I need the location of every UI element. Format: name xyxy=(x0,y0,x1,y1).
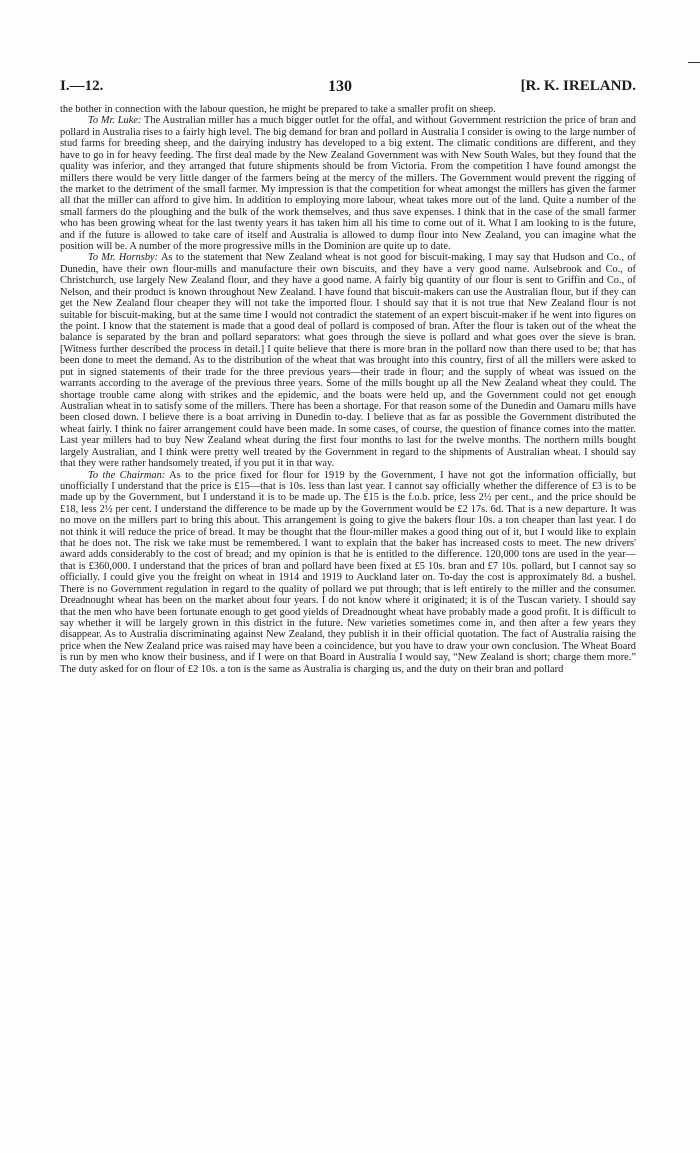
addressee-label: To Mr. Hornsby: xyxy=(88,252,159,264)
addressee-label: To the Chairman: xyxy=(88,469,166,481)
page-number: 130 xyxy=(328,78,352,95)
paragraph-text: the bother in connection with the labour question, he might be prepared to take a smaller profit on sheep. xyxy=(60,104,496,115)
witness-name: [R. K. IRELAND. xyxy=(520,78,636,94)
testimony-body xyxy=(60,104,636,675)
document-reference: I.—12. xyxy=(60,78,104,94)
paragraph-text: As to the statement that New Zealand wheat is not good for biscuit-making, I may say that Hudson and Co., of Dunedin, have their own flour-mills and manufacture their own biscuits, and they have a very good name. Aulsebrook and Co., of Christchurch, use largely New Zealand flour, and they have a good name. A fairly big quantity of our flour is sent to Griffin and Co., of Nelson, and their product is known throughout New Zealand. I have found that biscuit-makers can use the Australian flour, but if they can get the New Zealand flour cheaper they will not take the imported flour. I should say that it is not true that New Zealand flour is not suitable for biscuit-making, but at the same time I would not contradict the statement of an expert biscuit-maker if he went into figures on the point. I know that the statement is made that a good deal of pollard is composed of bran. After the flour is taken out of the wheat the balance is separated by the bran and pollard separators: what goes through the sieve is pollard and what goes over the sieve is bran. [Witness further described the process in detail.] I quite believe that there is more bran in the pollard now than there used to be; that has been done to meet the demand. As to the distribution of the wheat that was brought into this country, first of all the millers were asked to put in signed statements of their trade for the three previous years—their trade in flour; and the supply of wheat was issued on the warrants according to the average of the previous three years. Some of the mills bought up all the New Zealand wheat they could. The shortage trouble came along with strikes and the epidemic, and the boats were held up, and the Government could not get enough Australian wheat in to satisfy some of the millers. There has been a shortage. For that reason some of the Dunedin and Oamaru mills have been closed down. I believe there is a boat arriving in Dunedin to-day. I believe that as far as possible the Government distributed the wheat fairly. I think no fairer arrangement could have been made. In some cases, of course, the question of finance comes into the matter. Last year millers had to buy New Zealand wheat during the first four months to last for the twelve months. The northern mills bought largely Australian, and I think were pretty well treated by the Government in regard to the shipments of Australian wheat. I should say that they were rather handsomely treated, if you put it in that way. xyxy=(60,252,636,470)
paragraph-to-mr-luke xyxy=(60,115,636,252)
addressee-label: To Mr. Luke: xyxy=(88,115,142,127)
page-header xyxy=(60,78,636,100)
paragraph-text: The Australian miller has a much bigger outlet for the offal, and without Government restriction the price of bran and pollard in Australia rises to a fairly high level. The big demand for bran and pollard in Australia I consider is owing to the large number of stud farms for breeding sheep, and the dairying industry has developed to a big extent. The climatic conditions are different, and they have to go in for heavy feeding. The first deal made by the New Zealand Government was with New South Wales, but they found that the quality was inferior, and they arranged that future shipments should be from Victoria. From the competition I have found amongst the millers there would be very little danger of the farmers being at the mercy of the millers. The Government would prevent the rigging of the market to the detriment of the small farmer. My impression is that the competition for wheat amongst the millers has given the farmer all that the miller can afford to give him. In addition to employing more labour, wheat takes more out of the land. Quite a number of the small farmers do the ploughing and the bulk of the work themselves, and thus save expenses. I think that in the case of the small farmer who has been growing wheat for the last twenty years it has taken him all his time to come out of it. What I am looking to is the future, and if the future is allowed to take care of itself and Australia is allowed to dump flour into New Zealand, you can imagine what the position will be. A number of the more progressive mills in the Dominion are quite up to date. xyxy=(60,115,636,253)
paragraph-to-the-chairman xyxy=(60,470,636,676)
paragraph-text: As to the price fixed for flour for 1919 by the Government, I have not got the information officially, but unofficially I understand that the price is £15—that is 10s. less than last year. I cannot say officially whether the difference of £3 is to be made up by the Government, but I understand it is to be made up. The £15 is the f.o.b. price, less 2½ per cent., and the price should be £18, less 2½ per cent. I understand the difference to be made up by the Government would be £2 17s. 6d. That is a new departure. It was no move on the millers part to bring this about. This arrangement is going to give the bakers flour 10s. a ton cheaper than last year. I do not think it will reduce the price of bread. It may be thought that the flour-miller makes a good thing out of it, but I would like to explain that he does not. The risk we take must be remembered. I want to explain that the baker has increased costs to meet. The new drivers' award adds considerably to the cost of bread; and my opinion is that he is entitled to the difference. 120,000 tons are used in the year—that is £360,000. I understand that the prices of bran and pollard have been fixed at £5 10s. bran and £7 10s. pollard, but I cannot say so officially. I could give you the freight on wheat in 1914 and 1919 to Auckland later on. To-day the cost is approximately 8d. a bushel. There is no Government regulation in regard to the quality of pollard we put through; that is left entirely to the miller and the consumer. Dreadnought wheat has been on the market about four years. I do not know where it originated; it is of the Tuscan variety. I should say that the men who have been fortunate enough to get good yields of Dreadnought wheat have probably made a good profit. It is difficult to say whether it will be largely grown in this district in the future. New varieties sometimes come in, and then after a few years they disappear. As to Australia discriminating against New Zealand, they publish it in their official quotation. The fact of Australia raising the price when the New Zealand price was raised may have been a coincidence, but you have to draw your own conclusion. The Wheat Board is run by men who know their business, and if I were on that Board in Australia I would say, “New Zealand is short; charge them more.” The duty asked for on flour of £2 10s. a ton is the same as Australia is charging us, and the duty on their bran and pollard xyxy=(60,469,636,675)
paragraph-to-mr-hornsby xyxy=(60,252,636,469)
paragraph-continuation xyxy=(60,104,636,115)
page-edge-mark xyxy=(688,62,700,63)
